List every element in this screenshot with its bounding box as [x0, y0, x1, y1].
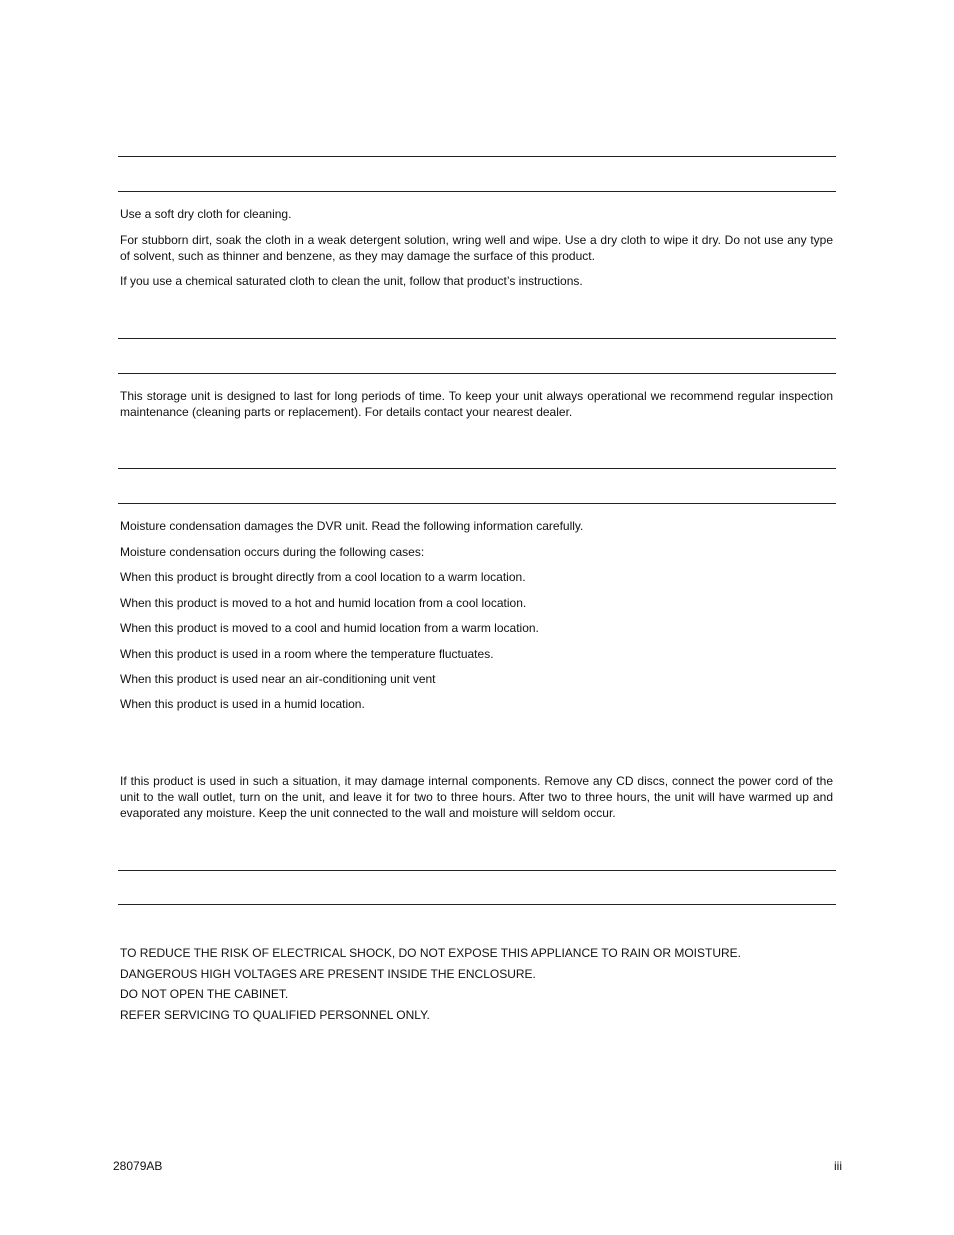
section-rule-bottom	[118, 904, 836, 905]
section-rule-top	[118, 338, 836, 339]
cleaning-paragraph: Use a soft dry cloth for cleaning.	[120, 207, 292, 221]
condensation-case: When this product is used near an air-conditioning unit vent	[120, 672, 436, 686]
section-rule-top	[118, 870, 836, 871]
condensation-case: When this product is moved to a hot and humid location from a cool location.	[120, 596, 527, 610]
condensation-case: When this product is brought directly from a cool location to a warm location.	[120, 570, 526, 584]
section-rule-bottom	[118, 373, 836, 374]
condensation-remedy: If this product is used in such a situation, it may damage internal components. Remove any CD discs, connect the power cord of the unit to the wall outlet, turn on the unit, and leave it for two to three hours. After two to three hours, the unit will have warmed up and evaporated any moisture. Keep the unit connected to the wall and moisture will seldom occur.	[120, 774, 833, 820]
condensation-case: When this product is used in a humid location.	[120, 697, 365, 711]
condensation-case: When this product is used in a room where the temperature fluctuates.	[120, 647, 494, 661]
section-rule-bottom	[118, 503, 836, 504]
warning-line: DANGEROUS HIGH VOLTAGES ARE PRESENT INSIDE THE ENCLOSURE.	[120, 967, 536, 981]
condensation-paragraph: Moisture condensation damages the DVR unit. Read the following information carefully.	[120, 519, 584, 533]
section-rule-bottom	[118, 191, 836, 192]
document-number: 28079AB	[113, 1159, 163, 1173]
cleaning-paragraph: If you use a chemical saturated cloth to clean the unit, follow that product’s instructions.	[120, 274, 583, 288]
condensation-case: When this product is moved to a cool and humid location from a warm location.	[120, 621, 539, 635]
warning-line: TO REDUCE THE RISK OF ELECTRICAL SHOCK, DO NOT EXPOSE THIS APPLIANCE TO RAIN OR MOISTURE.	[120, 946, 742, 960]
cleaning-paragraph: For stubborn dirt, soak the cloth in a weak detergent solution, wring well and wipe. Use a dry cloth to wipe it dry. Do not use any type of solvent, such as thinner and benzene, as they may damage the surface of this product.	[120, 233, 833, 263]
maintenance-paragraph: This storage unit is designed to last for long periods of time. To keep your unit always operational we recommend regular inspection maintenance (cleaning parts or replacement). For details contact your nearest dealer.	[120, 389, 833, 419]
condensation-paragraph: Moisture condensation occurs during the following cases:	[120, 545, 425, 559]
section-rule-top	[118, 156, 836, 157]
page-number: iii	[834, 1159, 842, 1173]
warning-line: DO NOT OPEN THE CABINET.	[120, 987, 289, 1001]
section-rule-top	[118, 468, 836, 469]
warning-line: REFER SERVICING TO QUALIFIED PERSONNEL ONLY.	[120, 1008, 430, 1022]
